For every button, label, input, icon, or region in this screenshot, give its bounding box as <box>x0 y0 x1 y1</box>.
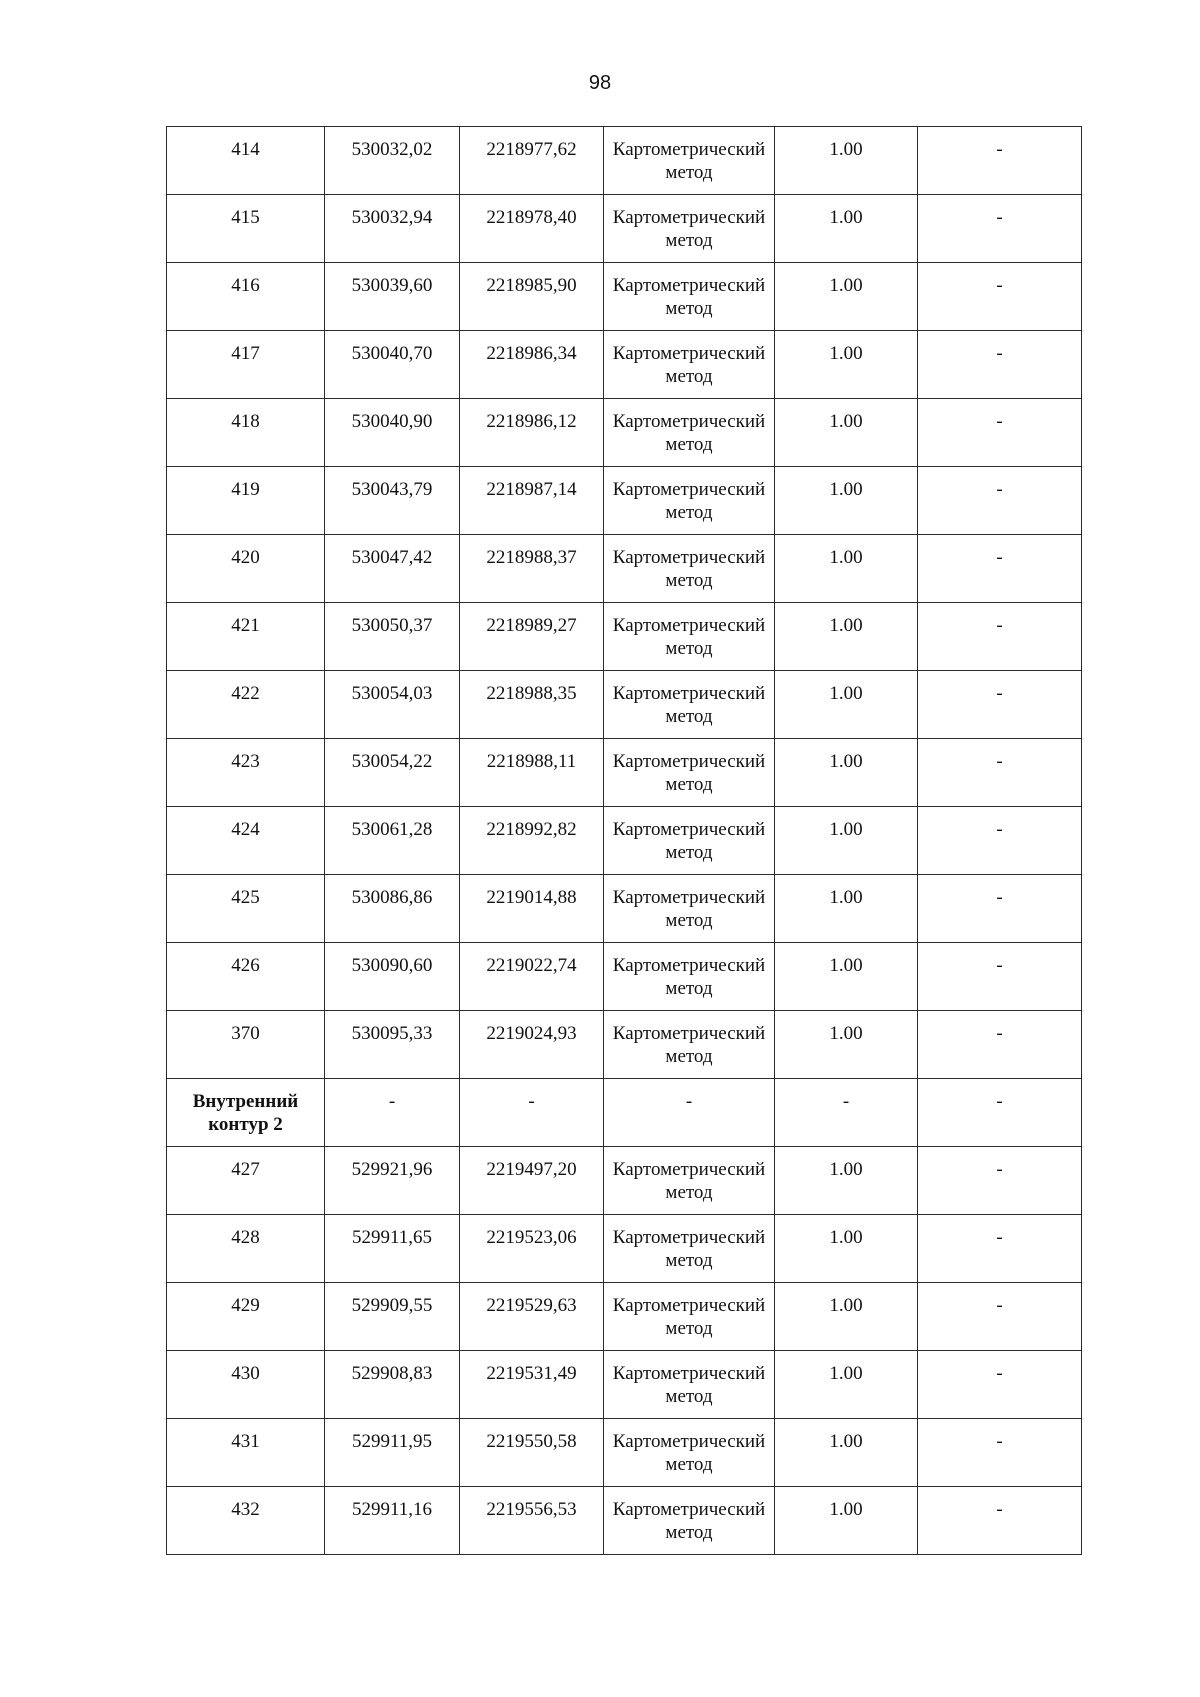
x-cell-text: 530095,33 <box>351 1023 433 1044</box>
accuracy-cell <box>775 1487 918 1555</box>
point-number-cell-text: 431 <box>231 1431 260 1452</box>
point-number-cell-text: 370 <box>231 1023 260 1044</box>
y-cell <box>460 1351 604 1419</box>
y-cell-text: 2219022,74 <box>486 955 577 976</box>
y-cell-text: 2219550,58 <box>486 1431 577 1452</box>
method-cell-text: метод <box>665 910 713 931</box>
x-cell-text: 530061,28 <box>351 819 433 840</box>
point-number-cell <box>167 875 325 943</box>
accuracy-cell <box>775 1351 918 1419</box>
accuracy-cell-text: 1.00 <box>829 955 863 976</box>
accuracy-cell-text: 1.00 <box>829 887 863 908</box>
point-number-cell-text: 432 <box>231 1499 260 1520</box>
method-cell-text: метод <box>665 570 713 591</box>
method-cell <box>604 535 775 603</box>
y-cell <box>460 1215 604 1283</box>
method-cell-text: Картометрический <box>612 343 766 364</box>
note-cell <box>918 875 1082 943</box>
note-cell <box>918 399 1082 467</box>
table-row <box>167 1487 1082 1555</box>
method-cell <box>604 875 775 943</box>
x-cell <box>325 331 460 399</box>
method-cell <box>604 1011 775 1079</box>
point-number-cell <box>167 1351 325 1419</box>
y-cell-text: 2219024,93 <box>486 1023 577 1044</box>
x-cell-text: 530040,70 <box>351 343 433 364</box>
accuracy-cell-text: 1.00 <box>829 1499 863 1520</box>
accuracy-cell <box>775 1079 918 1147</box>
method-cell-text: Картометрический <box>612 615 766 636</box>
y-cell-text: 2219523,06 <box>486 1227 577 1248</box>
note-cell <box>918 1011 1082 1079</box>
method-cell-text: Картометрический <box>612 1159 766 1180</box>
y-cell <box>460 467 604 535</box>
method-cell <box>604 1351 775 1419</box>
method-cell <box>604 1283 775 1351</box>
table-row <box>167 875 1082 943</box>
method-cell-text: метод <box>665 842 713 863</box>
method-cell <box>604 399 775 467</box>
accuracy-cell <box>775 467 918 535</box>
point-number-cell-text: 415 <box>231 207 260 228</box>
table-row <box>167 467 1082 535</box>
coordinates-table-body <box>167 127 1082 1555</box>
x-cell-text: 530039,60 <box>351 275 433 296</box>
section-label-cell <box>167 1079 325 1147</box>
accuracy-cell <box>775 1419 918 1487</box>
table-row <box>167 1419 1082 1487</box>
y-cell-text: 2218988,37 <box>486 547 577 568</box>
accuracy-cell-text: 1.00 <box>829 683 863 704</box>
method-cell-text: Картометрический <box>612 1363 766 1384</box>
method-cell-text: Картометрический <box>612 547 766 568</box>
note-cell-text: - <box>996 1091 1003 1112</box>
point-number-cell <box>167 331 325 399</box>
y-cell-text: 2219556,53 <box>486 1499 577 1520</box>
note-cell <box>918 1079 1082 1147</box>
method-cell-text: метод <box>665 774 713 795</box>
accuracy-cell-text: 1.00 <box>829 1363 863 1384</box>
x-cell-text: 529908,83 <box>351 1363 433 1384</box>
method-cell-text: Картометрический <box>612 1499 766 1520</box>
note-cell-text: - <box>996 1363 1003 1384</box>
accuracy-cell <box>775 671 918 739</box>
note-cell-text: - <box>996 615 1003 636</box>
x-cell-text: 529909,55 <box>351 1295 433 1316</box>
note-cell <box>918 1215 1082 1283</box>
method-cell-text: метод <box>665 1250 713 1271</box>
method-cell-text: Картометрический <box>612 207 766 228</box>
accuracy-cell-text: 1.00 <box>829 1295 863 1316</box>
y-cell <box>460 1419 604 1487</box>
section-row <box>167 1079 1082 1147</box>
accuracy-cell <box>775 1011 918 1079</box>
y-cell-text: 2218992,82 <box>486 819 577 840</box>
point-number-cell <box>167 739 325 807</box>
method-cell-text: Картометрический <box>612 819 766 840</box>
method-cell-text: метод <box>665 1386 713 1407</box>
x-cell-text: - <box>388 1091 396 1112</box>
method-cell-text: метод <box>665 502 713 523</box>
x-cell-text: 530050,37 <box>351 615 433 636</box>
table-row <box>167 1351 1082 1419</box>
coordinates-table <box>166 126 1082 1555</box>
x-cell <box>325 875 460 943</box>
method-cell-text: Картометрический <box>612 139 766 160</box>
point-number-cell <box>167 943 325 1011</box>
method-cell <box>604 1079 775 1147</box>
accuracy-cell <box>775 399 918 467</box>
method-cell-text: Картометрический <box>612 683 766 704</box>
note-cell-text: - <box>996 1023 1003 1044</box>
y-cell <box>460 263 604 331</box>
x-cell-text: 529921,96 <box>351 1159 433 1180</box>
note-cell-text: - <box>996 683 1003 704</box>
note-cell <box>918 1487 1082 1555</box>
x-cell <box>325 807 460 875</box>
point-number-cell-text: 428 <box>231 1227 260 1248</box>
method-cell-text: метод <box>665 434 713 455</box>
y-cell <box>460 1011 604 1079</box>
method-cell-text: Картометрический <box>612 887 766 908</box>
note-cell-text: - <box>996 1295 1003 1316</box>
table-row <box>167 127 1082 195</box>
y-cell-text: 2218987,14 <box>486 479 577 500</box>
y-cell-text: 2218988,35 <box>486 683 577 704</box>
x-cell <box>325 399 460 467</box>
note-cell <box>918 331 1082 399</box>
accuracy-cell <box>775 943 918 1011</box>
x-cell <box>325 535 460 603</box>
y-cell <box>460 603 604 671</box>
method-cell-text: метод <box>665 230 713 251</box>
method-cell <box>604 739 775 807</box>
section-label-cell-text: Внутренний <box>192 1091 299 1112</box>
note-cell <box>918 535 1082 603</box>
method-cell-text: Картометрический <box>612 1227 766 1248</box>
method-cell-text: Картометрический <box>612 1295 766 1316</box>
note-cell <box>918 671 1082 739</box>
method-cell <box>604 1147 775 1215</box>
point-number-cell-text: 424 <box>231 819 260 840</box>
accuracy-cell <box>775 1283 918 1351</box>
note-cell-text: - <box>996 819 1003 840</box>
y-cell <box>460 127 604 195</box>
y-cell <box>460 331 604 399</box>
method-cell-text: метод <box>665 1522 713 1543</box>
note-cell <box>918 943 1082 1011</box>
method-cell-text: Картометрический <box>612 1431 766 1452</box>
x-cell <box>325 1419 460 1487</box>
y-cell-text: 2218986,12 <box>486 411 577 432</box>
y-cell-text: 2218986,34 <box>486 343 577 364</box>
accuracy-cell-text: 1.00 <box>829 411 863 432</box>
method-cell <box>604 467 775 535</box>
point-number-cell-text: 414 <box>231 139 260 160</box>
y-cell-text: 2218985,90 <box>486 275 577 296</box>
point-number-cell <box>167 195 325 263</box>
x-cell-text: 530040,90 <box>351 411 433 432</box>
method-cell <box>604 1419 775 1487</box>
y-cell <box>460 943 604 1011</box>
accuracy-cell-text: 1.00 <box>829 207 863 228</box>
point-number-cell <box>167 263 325 331</box>
point-number-cell <box>167 1419 325 1487</box>
y-cell <box>460 195 604 263</box>
y-cell-text: 2219014,88 <box>486 887 577 908</box>
table-row <box>167 1147 1082 1215</box>
note-cell-text: - <box>996 479 1003 500</box>
method-cell <box>604 943 775 1011</box>
x-cell <box>325 467 460 535</box>
x-cell <box>325 1215 460 1283</box>
y-cell <box>460 739 604 807</box>
point-number-cell-text: 422 <box>231 683 260 704</box>
y-cell-text: 2219497,20 <box>486 1159 577 1180</box>
method-cell-text: метод <box>665 638 713 659</box>
point-number-cell-text: 425 <box>231 887 260 908</box>
note-cell <box>918 467 1082 535</box>
note-cell-text: - <box>996 343 1003 364</box>
x-cell <box>325 943 460 1011</box>
method-cell <box>604 331 775 399</box>
note-cell-text: - <box>996 1499 1003 1520</box>
note-cell <box>918 263 1082 331</box>
note-cell <box>918 603 1082 671</box>
y-cell <box>460 671 604 739</box>
note-cell <box>918 1419 1082 1487</box>
y-cell <box>460 1147 604 1215</box>
x-cell <box>325 1351 460 1419</box>
note-cell-text: - <box>996 411 1003 432</box>
method-cell <box>604 1215 775 1283</box>
table-row <box>167 739 1082 807</box>
note-cell <box>918 1351 1082 1419</box>
accuracy-cell <box>775 331 918 399</box>
point-number-cell-text: 427 <box>231 1159 260 1180</box>
method-cell-text: Картометрический <box>612 955 766 976</box>
point-number-cell-text: 417 <box>231 343 260 364</box>
table-row <box>167 1011 1082 1079</box>
point-number-cell <box>167 467 325 535</box>
x-cell-text: 529911,16 <box>351 1499 433 1520</box>
accuracy-cell-text: 1.00 <box>829 1159 863 1180</box>
x-cell <box>325 195 460 263</box>
note-cell <box>918 1283 1082 1351</box>
y-cell-text: 2218977,62 <box>486 139 577 160</box>
method-cell-text: метод <box>665 706 713 727</box>
note-cell-text: - <box>996 1159 1003 1180</box>
x-cell <box>325 1079 460 1147</box>
page-number: 98 <box>588 72 612 94</box>
table-row <box>167 263 1082 331</box>
method-cell <box>604 195 775 263</box>
accuracy-cell <box>775 1215 918 1283</box>
accuracy-cell-text: 1.00 <box>829 1431 863 1452</box>
x-cell <box>325 1283 460 1351</box>
method-cell-text: метод <box>665 1182 713 1203</box>
x-cell <box>325 671 460 739</box>
x-cell <box>325 1147 460 1215</box>
point-number-cell <box>167 1215 325 1283</box>
method-cell-text: метод <box>665 978 713 999</box>
y-cell <box>460 807 604 875</box>
x-cell-text: 530054,22 <box>351 751 433 772</box>
point-number-cell-text: 426 <box>231 955 260 976</box>
x-cell <box>325 263 460 331</box>
x-cell-text: 529911,95 <box>351 1431 433 1452</box>
section-label-cell-text: контур 2 <box>208 1114 283 1135</box>
x-cell-text: 530086,86 <box>351 887 433 908</box>
table-row <box>167 195 1082 263</box>
point-number-cell <box>167 535 325 603</box>
y-cell-text: 2218978,40 <box>486 207 577 228</box>
y-cell-text: 2218989,27 <box>486 615 577 636</box>
x-cell-text: 529911,65 <box>351 1227 433 1248</box>
point-number-cell <box>167 127 325 195</box>
accuracy-cell <box>775 263 918 331</box>
point-number-cell-text: 416 <box>231 275 260 296</box>
method-cell <box>604 127 775 195</box>
method-cell-text: Картометрический <box>612 479 766 500</box>
accuracy-cell-text: 1.00 <box>829 479 863 500</box>
accuracy-cell-text: 1.00 <box>829 1227 863 1248</box>
y-cell-text: 2219529,63 <box>486 1295 577 1316</box>
method-cell-text: метод <box>665 298 713 319</box>
accuracy-cell-text: 1.00 <box>829 275 863 296</box>
point-number-cell <box>167 1487 325 1555</box>
point-number-cell-text: 429 <box>231 1295 260 1316</box>
note-cell-text: - <box>996 139 1003 160</box>
x-cell-text: 530032,02 <box>351 139 433 160</box>
point-number-cell-text: 418 <box>231 411 260 432</box>
point-number-cell <box>167 399 325 467</box>
accuracy-cell <box>775 195 918 263</box>
table-row <box>167 399 1082 467</box>
note-cell-text: - <box>996 887 1003 908</box>
note-cell-text: - <box>996 955 1003 976</box>
point-number-cell-text: 419 <box>231 479 260 500</box>
method-cell-text: метод <box>665 162 713 183</box>
point-number-cell-text: 420 <box>231 547 260 568</box>
method-cell <box>604 1487 775 1555</box>
method-cell-text: Картометрический <box>612 411 766 432</box>
point-number-cell <box>167 807 325 875</box>
note-cell <box>918 195 1082 263</box>
note-cell <box>918 127 1082 195</box>
point-number-cell <box>167 671 325 739</box>
accuracy-cell <box>775 127 918 195</box>
note-cell <box>918 739 1082 807</box>
accuracy-cell-text: 1.00 <box>829 343 863 364</box>
y-cell-text: - <box>528 1091 535 1112</box>
accuracy-cell <box>775 603 918 671</box>
y-cell-text: 2218988,11 <box>486 751 577 772</box>
method-cell <box>604 263 775 331</box>
y-cell <box>460 1079 604 1147</box>
table-row <box>167 1215 1082 1283</box>
table-row <box>167 943 1082 1011</box>
y-cell-text: 2219531,49 <box>486 1363 577 1384</box>
note-cell-text: - <box>996 275 1003 296</box>
accuracy-cell <box>775 535 918 603</box>
accuracy-cell-text: 1.00 <box>829 1023 863 1044</box>
point-number-cell <box>167 1283 325 1351</box>
x-cell-text: 530047,42 <box>351 547 433 568</box>
y-cell <box>460 875 604 943</box>
note-cell <box>918 1147 1082 1215</box>
method-cell-text: метод <box>665 1046 713 1067</box>
y-cell <box>460 1283 604 1351</box>
method-cell <box>604 603 775 671</box>
x-cell-text: 530054,03 <box>351 683 433 704</box>
x-cell-text: 530043,79 <box>351 479 433 500</box>
method-cell-text: Картометрический <box>612 275 766 296</box>
accuracy-cell <box>775 875 918 943</box>
note-cell-text: - <box>996 207 1003 228</box>
accuracy-cell-text: 1.00 <box>829 751 863 772</box>
accuracy-cell-text: - <box>842 1091 850 1112</box>
x-cell-text: 530090,60 <box>351 955 433 976</box>
note-cell-text: - <box>996 751 1003 772</box>
note-cell-text: - <box>996 1431 1003 1452</box>
x-cell <box>325 603 460 671</box>
table-row <box>167 535 1082 603</box>
point-number-cell <box>167 603 325 671</box>
accuracy-cell <box>775 739 918 807</box>
method-cell-text: метод <box>665 366 713 387</box>
method-cell <box>604 807 775 875</box>
point-number-cell-text: 423 <box>231 751 260 772</box>
method-cell-text: метод <box>665 1454 713 1475</box>
accuracy-cell-text: 1.00 <box>829 139 863 160</box>
accuracy-cell-text: 1.00 <box>829 615 863 636</box>
y-cell <box>460 399 604 467</box>
x-cell <box>325 739 460 807</box>
note-cell-text: - <box>996 547 1003 568</box>
y-cell <box>460 535 604 603</box>
accuracy-cell-text: 1.00 <box>829 819 863 840</box>
accuracy-cell <box>775 807 918 875</box>
x-cell <box>325 127 460 195</box>
x-cell-text: 530032,94 <box>351 207 433 228</box>
method-cell-text: - <box>685 1091 693 1112</box>
table-row <box>167 671 1082 739</box>
point-number-cell <box>167 1147 325 1215</box>
x-cell <box>325 1011 460 1079</box>
note-cell <box>918 807 1082 875</box>
point-number-cell <box>167 1011 325 1079</box>
x-cell <box>325 1487 460 1555</box>
y-cell <box>460 1487 604 1555</box>
accuracy-cell <box>775 1147 918 1215</box>
point-number-cell-text: 430 <box>231 1363 260 1384</box>
accuracy-cell-text: 1.00 <box>829 547 863 568</box>
table-row <box>167 331 1082 399</box>
method-cell-text: Картометрический <box>612 751 766 772</box>
table-row <box>167 603 1082 671</box>
method-cell <box>604 671 775 739</box>
method-cell-text: Картометрический <box>612 1023 766 1044</box>
table-row <box>167 1283 1082 1351</box>
note-cell-text: - <box>996 1227 1003 1248</box>
method-cell-text: метод <box>665 1318 713 1339</box>
point-number-cell-text: 421 <box>231 615 260 636</box>
table-row <box>167 807 1082 875</box>
